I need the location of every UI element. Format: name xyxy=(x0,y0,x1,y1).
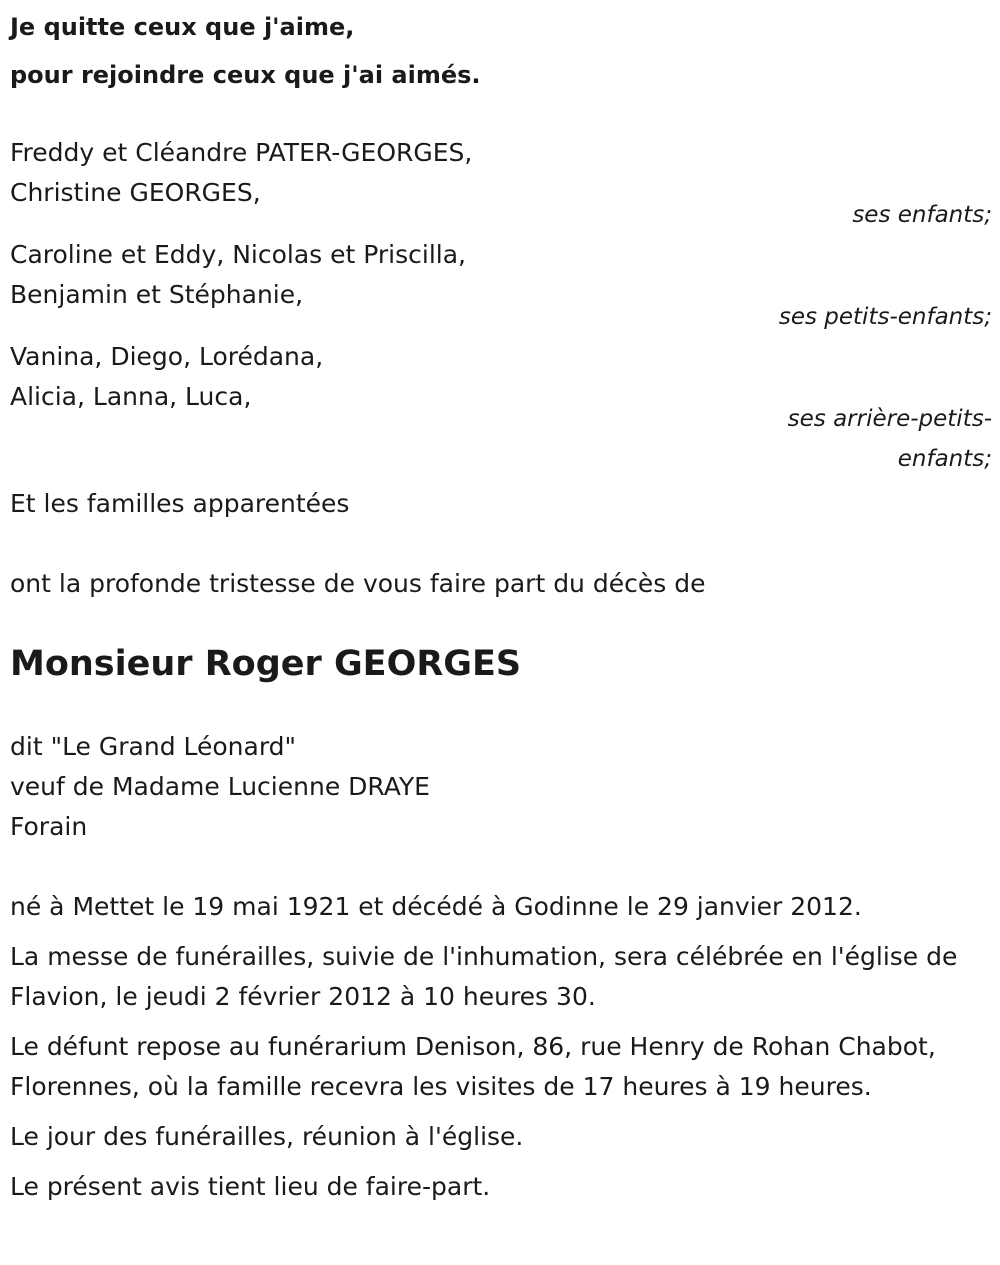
great-grandchildren-role: ses arrière-petits-enfants; xyxy=(787,406,992,472)
deceased-profession: Forain xyxy=(10,812,88,841)
children-line-1: Freddy et Cléandre PATER-GEORGES, xyxy=(10,138,473,167)
grandchildren-line-2: Benjamin et Stéphanie, xyxy=(10,280,304,309)
great-grandchildren-line-2: Alicia, Lanna, Luca, xyxy=(10,382,252,411)
children-role: ses enfants; xyxy=(852,202,992,228)
repose-paragraph: Le défunt repose au funérarium Denison, 86, rue Henry de Rohan Chabot, Florennes, où la famille recevra les visites de 17 heures à 19 heures. xyxy=(10,1032,936,1101)
grandchildren-role: ses petits-enfants; xyxy=(778,304,992,330)
grandchildren-line-1: Caroline et Eddy, Nicolas et Priscilla, xyxy=(10,240,467,269)
deceased-nickname: dit "Le Grand Léonard" xyxy=(10,732,297,761)
epigraph-line-2: pour rejoindre ceux que j'ai aimés. xyxy=(10,61,481,89)
epigraph xyxy=(10,3,992,99)
notice-paragraph: Le présent avis tient lieu de faire-part. xyxy=(10,1172,491,1201)
families-line: Et les familles apparentées xyxy=(10,489,350,518)
obituary-notice xyxy=(10,0,992,1207)
announcement-line: ont la profonde tristesse de vous faire part du décès de xyxy=(10,569,706,598)
epigraph-line-1: Je quitte ceux que j'aime, xyxy=(10,13,355,41)
mass-paragraph: La messe de funérailles, suivie de l'inhumation, sera célébrée en l'église de Flavion, le jeudi 2 février 2012 à 10 heures 30. xyxy=(10,942,958,1011)
deceased-info xyxy=(10,727,992,847)
meeting-paragraph: Le jour des funérailles, réunion à l'église. xyxy=(10,1122,524,1151)
birth-death-paragraph: né à Mettet le 19 mai 1921 et décédé à Godinne le 29 janvier 2012. xyxy=(10,892,862,921)
deceased-name: Monsieur Roger GEORGES xyxy=(10,644,522,684)
children-group xyxy=(10,133,992,235)
funeral-details xyxy=(10,887,992,1207)
grandchildren-group xyxy=(10,235,992,337)
children-line-2: Christine GEORGES, xyxy=(10,178,261,207)
great-grandchildren-group xyxy=(10,337,992,479)
great-grandchildren-line-1: Vanina, Diego, Lorédana, xyxy=(10,342,324,371)
deceased-widower: veuf de Madame Lucienne DRAYE xyxy=(10,772,430,801)
